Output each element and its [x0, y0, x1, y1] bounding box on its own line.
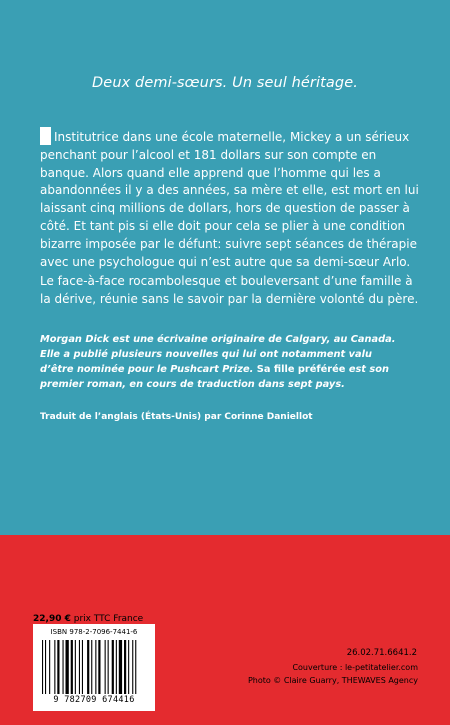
- barcode-stripe: [42, 640, 43, 694]
- barcode-box: [33, 624, 155, 711]
- barcode-stripe: [45, 640, 46, 694]
- price-suffix: prix TTC France: [70, 614, 144, 624]
- barcode-stripe: [49, 640, 50, 694]
- photo-credit: Photo © Claire Guarry, THEWAVES Agency: [247, 676, 418, 685]
- author-bio: [40, 332, 400, 392]
- barcode-stripe: [116, 640, 117, 694]
- barcode-stripe: [63, 640, 64, 694]
- ean-digits: 9 782709 674416: [53, 695, 135, 705]
- barcode-stripe: [119, 640, 122, 694]
- author-bio-part-3: est son premier roman, en cours de traduction dans sept pays.: [40, 364, 389, 390]
- summary-paragraph-2: Le face-à-face rocambolesque et bouleversant d’une famille à la dérive, réunie sans le savoir par la dernière volonté du père.: [40, 274, 419, 306]
- summary-paragraph-1: [40, 127, 420, 271]
- barcode-stripe: [57, 640, 59, 694]
- author-bio-part-1: Morgan Dick est une écrivaine originaire de Calgary, au Canada. Elle a publié plusieurs nouvelles qui lui ont notamment valu d’être nominée pour le Pushcart Prize.: [40, 334, 396, 375]
- barcode-stripe: [105, 640, 106, 694]
- barcode-stripe: [108, 640, 109, 694]
- summary-paragraph-1-text: Institutrice dans une école maternelle, Mickey a un sérieux penchant pour l’alcool et 181 dollars sur son compte en banque. Alors quand elle apprend que l’homme qui les a abandonnées il y a des années, sa mère et elle, est mort en lui laissant cinq millions de dollars, hors de question de passer à côté. Et tant pis si elle doit pour cela se plier à une condition bizarre imposée par le défunt: suivre sept séances de thérapie avec une psychologue qui n’est autre que sa demi-sœur Arlo.: [40, 130, 419, 269]
- translator-credit: Traduit de l’anglais (États-Unis) par Corinne Daniellot: [40, 412, 313, 422]
- reference-code: 26.02.71.6641.2: [346, 648, 417, 658]
- barcode-icon: [42, 640, 149, 694]
- cover-credit: Couverture : le-petitatelier.com: [292, 663, 418, 672]
- barcode-stripe: [71, 640, 73, 694]
- credits: [248, 661, 418, 687]
- price-amount: 22,90 €: [33, 614, 71, 624]
- barcode-stripe: [128, 640, 129, 694]
- barcode-stripe: [112, 640, 114, 694]
- author-bio-book-title: Sa fille préférée: [253, 364, 349, 375]
- barcode-stripe: [98, 640, 100, 694]
- barcode-stripe: [135, 640, 136, 694]
- barcode-stripe: [79, 640, 80, 694]
- barcode-stripe: [132, 640, 133, 694]
- barcode-stripe: [95, 640, 96, 694]
- barcode-stripe: [75, 640, 76, 694]
- tagline: Deux demi-sœurs. Un seul héritage.: [92, 75, 358, 91]
- isbn-number: ISBN 978-2-7096-7441-6: [50, 628, 138, 636]
- barcode-stripe: [91, 640, 92, 694]
- price-label: [33, 614, 143, 624]
- barcode-stripe: [124, 640, 126, 694]
- drop-cap-block: [40, 127, 51, 145]
- barcode-stripe: [66, 640, 69, 694]
- barcode-stripe: [87, 640, 89, 694]
- barcode-stripe: [82, 640, 83, 694]
- barcode-stripe: [54, 640, 55, 694]
